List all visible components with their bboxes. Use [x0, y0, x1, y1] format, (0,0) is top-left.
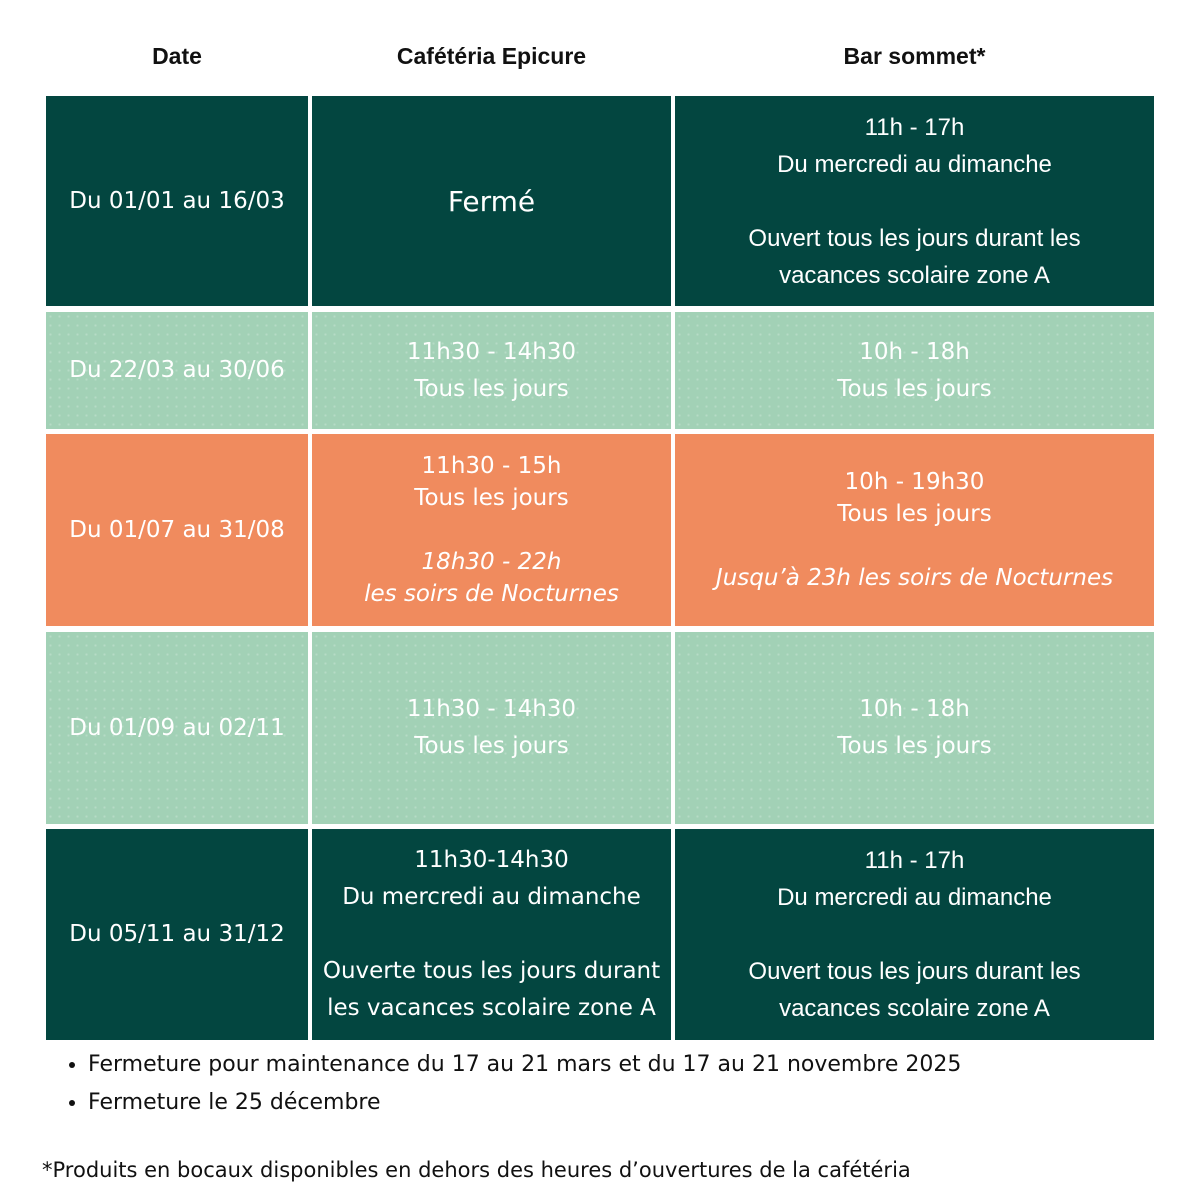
date-range: Du 01/07 au 31/08 [69, 516, 285, 543]
table-row-1-cafeteria [312, 96, 671, 306]
evening-note: les soirs de Nocturnes [364, 581, 619, 607]
column-header-date: Date [152, 43, 202, 69]
holiday-note-line-1: Ouverte tous les jours durant [322, 958, 661, 984]
table-row-1-bar [675, 96, 1154, 306]
evening-note: Jusqu’à 23h les soirs de Nocturnes [715, 565, 1114, 591]
holiday-note-line-1: Ouvert tous les jours durant les [748, 958, 1081, 985]
opening-days: Tous les jours [837, 733, 992, 759]
table-row-4-bar [675, 632, 1154, 824]
closure-notes-list [62, 1046, 961, 1122]
opening-days: Tous les jours [837, 501, 992, 527]
opening-hours: 10h - 19h30 [844, 469, 985, 495]
opening-days: Tous les jours [414, 733, 569, 759]
table-row-2-cafeteria [312, 312, 671, 429]
table-row-2-bar [675, 312, 1154, 429]
column-header-cafeteria: Cafétéria Epicure [396, 43, 587, 69]
opening-hours: 10h - 18h [859, 696, 970, 722]
date-range: Du 01/01 au 16/03 [69, 187, 285, 214]
table-row-2-date [46, 312, 308, 429]
list-item: • Fermeture pour maintenance du 17 au 21 mars et du 17 au 21 novembre 2025 [88, 1046, 961, 1084]
holiday-note-line-2: les vacances scolaire zone A [327, 995, 656, 1021]
closed-label: Fermé [447, 184, 536, 218]
table-row-1-date [46, 96, 308, 306]
table-row-4-date [46, 632, 308, 824]
opening-hours: 11h30-14h30 [414, 847, 569, 873]
opening-hours: 11h30 - 15h [421, 453, 562, 479]
table-row-3-cafeteria [312, 434, 671, 626]
holiday-note-line-2: vacances scolaire zone A [779, 261, 1050, 289]
opening-hours: 10h - 18h [859, 338, 970, 365]
table-row-3-date [46, 434, 308, 626]
opening-hours: 11h30 - 14h30 [406, 338, 577, 365]
date-range: Du 01/09 au 02/11 [69, 714, 285, 741]
table-row-3-bar [675, 434, 1154, 626]
opening-days: Du mercredi au dimanche [342, 884, 641, 910]
opening-days: Tous les jours [414, 375, 569, 402]
column-header-bar: Bar sommet* [843, 43, 986, 69]
table-row-5-cafeteria [312, 829, 671, 1040]
opening-days: Du mercredi au dimanche [777, 884, 1052, 911]
opening-hours: 11h30 - 14h30 [406, 696, 577, 722]
table-row-5-date [46, 829, 308, 1040]
date-range: Du 05/11 au 31/12 [69, 921, 285, 947]
table-row-4-cafeteria [312, 632, 671, 824]
opening-days: Tous les jours [837, 375, 992, 402]
holiday-note-line-1: Ouvert tous les jours durant les [748, 224, 1081, 252]
evening-hours: 18h30 - 22h [421, 549, 562, 575]
opening-days: Tous les jours [414, 485, 569, 511]
holiday-note-line-2: vacances scolaire zone A [779, 995, 1050, 1022]
date-range: Du 22/03 au 30/06 [69, 357, 285, 383]
footnote: *Produits en bocaux disponibles en dehors des heures d’ouvertures de la cafétéria [42, 1158, 911, 1182]
table-row-5-bar [675, 829, 1154, 1040]
opening-hours: 11h - 17h [864, 847, 965, 874]
opening-days: Du mercredi au dimanche [777, 150, 1052, 178]
list-item: • Fermeture le 25 décembre [88, 1084, 961, 1122]
opening-hours: 11h - 17h [864, 113, 965, 141]
